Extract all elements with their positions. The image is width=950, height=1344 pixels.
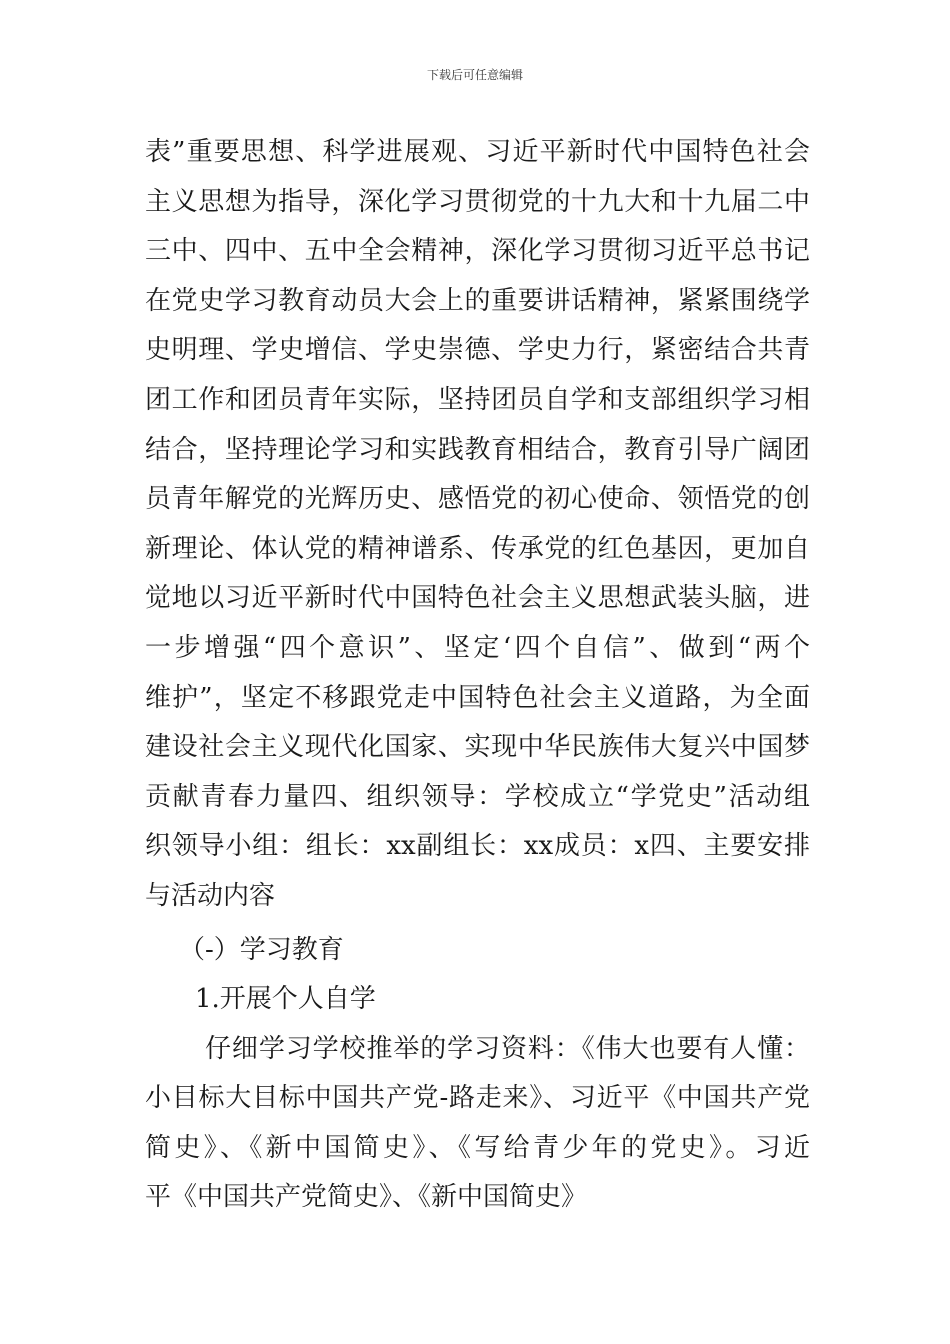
subsection-heading: 1.开展个人自学 [195,984,376,1015]
paragraph-first-line: 仔细学习学校推举的学习资料：《伟大也要有人懂： [205,1033,810,1064]
section-heading: （-）学习教育 [179,934,344,965]
text-line: 与活动内容 [145,880,276,911]
document-body [145,128,810,1223]
text-line: 团工作和团员青年实际，坚持团员自学和支部组织学习相 [145,384,810,415]
text-line: 结合，坚持理论学习和实践教育相结合，教育引导广阔团 [145,434,810,465]
text-line: 维护”，坚定不移跟党走中国特色社会主义道路，为全面 [145,682,810,713]
text-line: 织领导小组：组长：xx副组长：xx成员：x四、主要安排 [145,831,810,862]
text-line: 史明理、学史增信、学史崇德、学史力行，紧密结合共青 [145,335,810,366]
text-line: 一步增强“四个意识”、坚定‘四个自信”、做到“两个 [145,632,810,663]
text-line: 三中、四中、五中全会精神，深化学习贯彻习近平总书记 [145,236,810,267]
text-line: 建设社会主义现代化国家、实现中华民族伟大复兴中国梦 [145,732,810,763]
text-line: 觉地以习近平新时代中国特色社会主义思想武装头脑，进 [145,583,810,614]
text-line: 小目标大目标中国共产党-路走来》、习近平《中国共产党 [145,1083,810,1114]
text-line: 员青年解党的光辉历史、感悟党的初心使命、领悟党的创 [145,484,810,515]
text-line: 平《中国共产党简史》、《新中国简史》 [145,1182,588,1213]
text-line: 新理论、体认党的精神谱系、传承党的红色基因，更加自 [145,533,810,564]
page-header: 下载后可任意编辑 [426,68,523,82]
text-line: 主义思想为指导，深化学习贯彻党的十九大和十九届二中 [145,186,810,217]
text-line: 表”重要思想、科学进展观、习近平新时代中国特色社会 [145,137,810,167]
text-line: 简史》、《新中国简史》、《写给青少年的党史》。习近 [145,1132,810,1163]
text-line: 在党史学习教育动员大会上的重要讲话精神，紧紧围绕学 [145,285,810,316]
text-line: 贡献青春力量四、组织领导：学校成立“学党史”活动组 [145,781,810,812]
